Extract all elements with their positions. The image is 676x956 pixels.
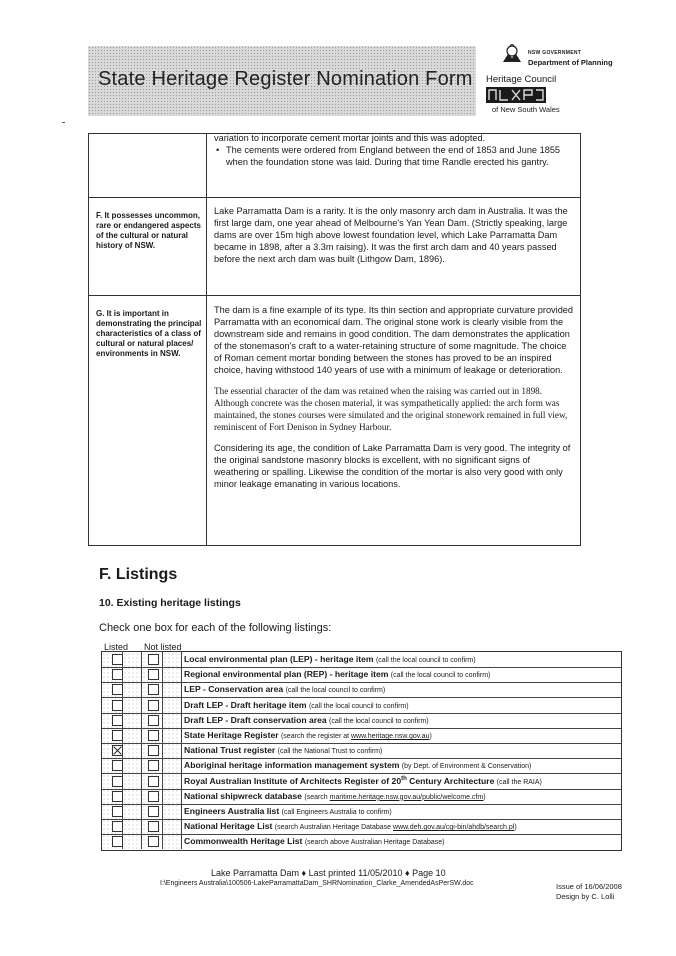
shaded-cell [163, 667, 181, 682]
not-listed-checkbox[interactable] [148, 715, 159, 726]
listing-name-text: National shipwreck database [184, 790, 302, 801]
shaded-cell [163, 728, 181, 743]
cell-divider [162, 819, 163, 834]
margin-mark [62, 122, 65, 123]
listing-name-text: National Trust register [184, 745, 276, 756]
cell-divider [162, 789, 163, 804]
listing-hint: (call the local council to confirm) [390, 672, 491, 680]
listing-hint: (by Dept. of Environment & Conservation) [401, 763, 532, 771]
shaded-cell [123, 789, 141, 804]
listing-hint [281, 733, 432, 740]
listed-checkbox[interactable] [112, 791, 123, 802]
listed-checkbox[interactable] [112, 669, 123, 680]
shaded-cell [123, 667, 141, 682]
cell-divider [162, 758, 163, 773]
cell-divider [181, 774, 182, 789]
listing-name-text: Draft LEP - Draft conservation area [184, 714, 327, 725]
hint-text: (search Australian Heritage Database [274, 824, 394, 832]
cell-divider [162, 804, 163, 819]
listing-row [102, 834, 621, 849]
shaded-cell [163, 834, 181, 849]
heritage-council-logo-icon [486, 87, 546, 103]
criterion-g-para-1: The dam is a fine example of its type. Its thin section and appropriate curvature provided Parramatta with an economical dam. The original stone work is clearly visible from the downstream side and remains in good condition. The dam demonstrates the application of the stonemason's craft to a water-retaining structure of some magnitude. The choice of Roman cement mortar bonding between the stones has proved to be an inspired choice, having withstood 140 years of use with a minimum of leakage or deterioration. [214, 305, 574, 375]
listing-name-text: Draft LEP - Draft heritage item [184, 699, 307, 710]
cell-divider [141, 789, 142, 804]
cell-divider [141, 698, 142, 713]
criterion-g-label: G. It is important in demonstrating the principal characteristics of a class of cultural or natural places/ environments in NSW. [96, 309, 202, 358]
hint-text: ) [514, 824, 517, 832]
cell-divider [141, 743, 142, 758]
bullet-icon: • [216, 145, 220, 155]
heritage-council-title: Heritage Council [486, 74, 557, 85]
listing-name [184, 836, 445, 846]
continuation-cell [214, 132, 574, 168]
footer-page-info: Lake Parramatta Dam ♦ Last printed 11/05/2010 ♦ Page 10 [211, 868, 446, 878]
listing-hint: (call the National Trust to confirm) [277, 748, 383, 756]
listing-hint [275, 824, 517, 831]
row-divider [89, 295, 580, 296]
listing-row [102, 804, 621, 820]
crest-icon [500, 44, 524, 64]
listed-checkbox[interactable] [112, 684, 123, 695]
cell-divider [141, 774, 142, 789]
listing-hint: (call the RAIA) [496, 778, 542, 786]
shaded-cell [123, 758, 141, 773]
listing-row [102, 682, 621, 698]
shaded-cell [123, 819, 141, 834]
shaded-cell [123, 743, 141, 758]
shaded-cell [123, 834, 141, 849]
listed-checkbox[interactable] [112, 654, 123, 665]
not-listed-checkbox[interactable] [148, 669, 159, 680]
listing-name [184, 669, 490, 679]
listing-hint: (call the local council to confirm) [329, 717, 429, 725]
not-listed-checkbox[interactable] [148, 776, 159, 787]
listing-name [184, 654, 476, 664]
listing-name-text: Local environmental plan (LEP) - heritage item [184, 654, 374, 664]
listing-row [102, 743, 621, 759]
cell-divider [181, 713, 182, 728]
criterion-g-text [214, 304, 574, 490]
criterion-g-para-2: The essential character of the dam was retained when the raising was carried out in 1898. Although concrete was the chosen material, it was sympathetically applied: the arch form was maintained, the stones courses were simulated and the original stonework remained in full view, reminiscent of Fort Denison in Sydney Harbour. [214, 386, 568, 432]
listing-hint: (call Engineers Australia to confirm) [281, 809, 392, 816]
listed-checkbox[interactable] [112, 806, 123, 817]
listings-table [101, 651, 622, 851]
cell-divider [181, 819, 182, 834]
footer-issue-block [556, 882, 622, 902]
listing-name [184, 821, 517, 831]
listed-checkbox[interactable] [112, 700, 123, 711]
listed-checkbox[interactable] [112, 760, 123, 771]
shaded-cell [163, 774, 181, 789]
shaded-cell [163, 743, 181, 758]
listed-checkbox[interactable] [112, 836, 123, 847]
col-header-not-listed: Not listed [144, 642, 182, 652]
listing-row [102, 698, 621, 714]
listing-row [102, 819, 621, 835]
gov-label: NSW GOVERNMENT [528, 50, 582, 56]
listing-name-text: Royal Australian Institute of Architects Register of 20 [184, 775, 402, 786]
shaded-cell [163, 819, 181, 834]
continuation-bullet-item [214, 144, 574, 168]
listed-checkbox[interactable] [112, 745, 123, 756]
listing-row [102, 667, 621, 683]
listed-checkbox[interactable] [112, 821, 123, 832]
hint-link[interactable]: www.deh.gov.au/cgi-bin/ahdb/search.pl [393, 824, 515, 832]
listing-row [102, 728, 621, 744]
col-header-listed: Listed [104, 642, 129, 652]
bullet-text: The cements were ordered from England between the end of 1853 and June 1855 when the foundation stone was laid. During that time Randle erected his gantry. [226, 145, 561, 167]
listing-name [184, 806, 392, 816]
department-label: Department of Planning [528, 58, 613, 67]
listing-name [184, 715, 429, 725]
listing-name [184, 760, 531, 770]
heritage-council-subtitle: of New South Wales [492, 105, 560, 114]
continuation-line: variation to incorporate cement mortar joints and this was adopted. [214, 133, 486, 143]
not-listed-checkbox[interactable] [148, 760, 159, 771]
listing-hint: (search above Australian Heritage Database) [304, 839, 445, 847]
listing-hint [304, 794, 485, 801]
listed-checkbox[interactable] [112, 730, 123, 741]
not-listed-checkbox[interactable] [148, 730, 159, 741]
cell-divider [141, 804, 142, 819]
listed-checkbox[interactable] [112, 776, 123, 787]
hint-link[interactable]: www.heritage.nsw.gov.au [351, 733, 430, 740]
listing-name [184, 776, 542, 786]
listing-hint: (call the local council to confirm) [375, 657, 476, 664]
government-logo-block [486, 40, 646, 120]
not-listed-checkbox[interactable] [148, 806, 159, 817]
not-listed-checkbox[interactable] [148, 684, 159, 695]
listing-hint: (call the local council to confirm) [308, 702, 409, 710]
listing-row [102, 713, 621, 729]
hint-text: (search the register at [280, 733, 351, 740]
listing-row [102, 652, 621, 668]
not-listed-checkbox[interactable] [148, 745, 159, 756]
shaded-cell [123, 774, 141, 789]
hint-text: ) [429, 733, 432, 740]
section-title: F. Listings [99, 566, 178, 583]
cell-divider [141, 652, 142, 667]
cell-divider [141, 758, 142, 773]
hint-text: ) [483, 793, 486, 801]
listing-row [102, 774, 621, 790]
cell-divider [141, 713, 142, 728]
listing-name-text: Commonwealth Heritage List [184, 836, 303, 847]
listing-name [184, 791, 486, 801]
cell-divider [162, 698, 163, 713]
cell-divider [162, 743, 163, 758]
criterion-f-label: F. It possesses uncommon, rare or endangered aspects of the cultural or natural history of NSW. [96, 211, 201, 250]
shaded-cell [163, 698, 181, 713]
shaded-cell [163, 652, 181, 667]
cell-divider [162, 713, 163, 728]
cell-divider [162, 834, 163, 849]
listing-name [184, 745, 382, 755]
cell-divider [162, 728, 163, 743]
row-divider [89, 197, 580, 198]
not-listed-checkbox[interactable] [148, 700, 159, 711]
shaded-cell [123, 682, 141, 697]
not-listed-checkbox[interactable] [148, 654, 159, 665]
shaded-cell [163, 804, 181, 819]
shaded-cell [163, 682, 181, 697]
listing-name-text: Engineers Australia list [184, 806, 280, 816]
listing-name-text: Aboriginal heritage information management system [184, 760, 400, 771]
listing-name-text: LEP - Conservation area [184, 684, 284, 695]
cell-divider [181, 789, 182, 804]
cell-divider [181, 682, 182, 697]
shaded-cell [163, 789, 181, 804]
cell-divider [181, 743, 182, 758]
cell-divider [181, 728, 182, 743]
criterion-f-text: Lake Parramatta Dam is a rarity. It is the only masonry arch dam in Australia. It was the first large dam, one year ahead of Melbourne's Yan Yean Dam. (Strictly speaking, large dams are over 15m high above lowest foundation level, which Lake Parramatta Dam became in 1898, after a 3.3m raising). It was the first arch dam and 40 years passed before the next arch dam was built (Lithgow Dam, 1896). [214, 206, 568, 264]
listing-name [184, 700, 409, 710]
listing-row [102, 789, 621, 805]
column-divider [206, 134, 207, 545]
cell-divider [141, 667, 142, 682]
hint-text: (search [304, 793, 330, 801]
listing-name [184, 684, 385, 694]
design-credit: Design by C. Lolli [556, 892, 615, 901]
shaded-cell [123, 652, 141, 667]
shaded-cell [123, 713, 141, 728]
shaded-cell [163, 713, 181, 728]
cell-divider [181, 698, 182, 713]
instruction-text: Check one box for each of the following listings: [99, 622, 332, 634]
not-listed-checkbox[interactable] [148, 821, 159, 832]
cell-divider [181, 652, 182, 667]
footer-file-path: I:\Engineers Australia\100506-LakeParramattaDam_SHRNomination_Clarke_AmendedAsPerSW.doc [160, 880, 474, 887]
cell-divider [141, 834, 142, 849]
shaded-cell [123, 728, 141, 743]
listing-name-text: State Heritage Register [184, 730, 279, 740]
listed-checkbox[interactable] [112, 715, 123, 726]
not-listed-checkbox[interactable] [148, 791, 159, 802]
listing-name-superscript: th [401, 775, 407, 782]
cell-divider [162, 667, 163, 682]
cell-divider [141, 819, 142, 834]
listing-name-text: Regional environmental plan (REP) - heritage item [184, 669, 389, 680]
criteria-table [88, 133, 581, 546]
cell-divider [162, 774, 163, 789]
listing-name-text: Century Architecture [406, 775, 495, 786]
cell-divider [162, 682, 163, 697]
listing-row [102, 758, 621, 774]
shaded-cell [123, 698, 141, 713]
listing-name-text: National Heritage List [184, 821, 273, 832]
cell-divider [181, 804, 182, 819]
issue-date: Issue of 16/06/2008 [556, 882, 622, 891]
form-title: State Heritage Register Nomination Form [98, 68, 473, 90]
cell-divider [141, 682, 142, 697]
shaded-cell [163, 758, 181, 773]
listing-name [184, 730, 432, 740]
listing-hint: (call the local council to confirm) [285, 687, 386, 695]
subsection-title: 10. Existing heritage listings [99, 597, 241, 609]
cell-divider [162, 652, 163, 667]
not-listed-checkbox[interactable] [148, 836, 159, 847]
cell-divider [181, 667, 182, 682]
criterion-g-para-3: Considering its age, the condition of Lake Parramatta Dam is very good. The integrity of the original sandstone masonry blocks is excellent, with no significant signs of weathering or spalling. Likewise the condition of the mortar is also very good with only minor leakage emanating in various locations. [214, 443, 571, 489]
hint-link[interactable]: maritime.heritage.nsw.gov.au/public/welcome.cfm [329, 793, 484, 801]
cell-divider [181, 758, 182, 773]
cell-divider [141, 728, 142, 743]
cell-divider [181, 834, 182, 849]
shaded-cell [123, 804, 141, 819]
